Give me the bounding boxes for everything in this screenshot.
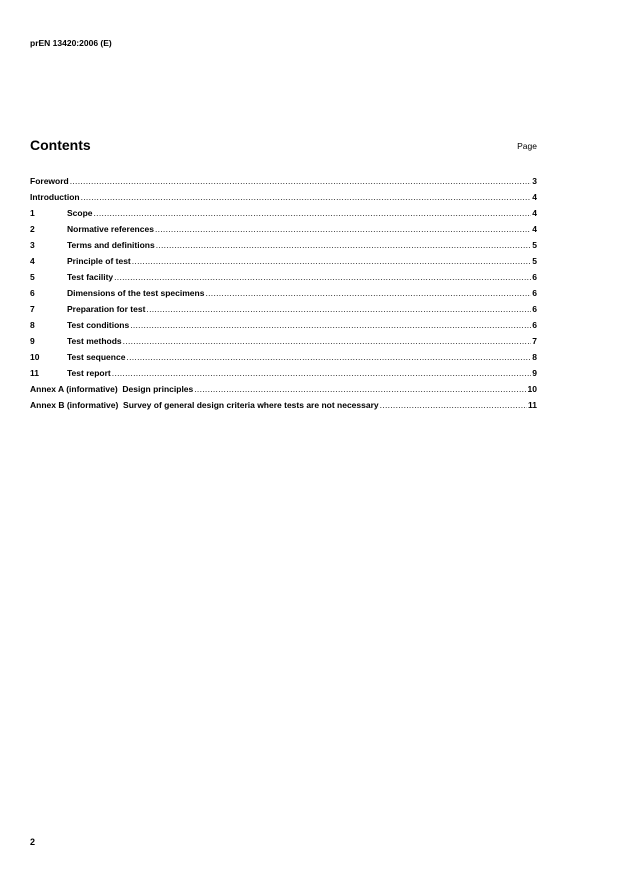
toc-entry-number: 8 xyxy=(30,320,35,330)
toc-entry-preparation-for-test[interactable] xyxy=(30,304,537,320)
toc-entry-annex-a[interactable] xyxy=(30,384,537,400)
toc-entry-title: Annex B (informative) Survey of general design criteria where tests are not necessary xyxy=(30,400,379,410)
page-number: 2 xyxy=(30,837,36,847)
toc-leader-dots xyxy=(156,240,532,250)
toc-entry-scope[interactable] xyxy=(30,208,537,224)
toc-entry-title: Test facility xyxy=(67,272,114,282)
toc-leader-dots xyxy=(114,272,531,282)
toc-entry-page: 10 xyxy=(527,384,537,394)
toc-leader-dots xyxy=(155,224,531,234)
toc-entry-number: 2 xyxy=(30,224,35,234)
table-of-contents xyxy=(30,176,537,416)
toc-entry-foreword[interactable] xyxy=(30,176,537,192)
toc-entry-number: 1 xyxy=(30,208,35,218)
toc-leader-dots xyxy=(112,368,531,378)
toc-entry-page: 4 xyxy=(532,224,537,234)
toc-entry-page: 6 xyxy=(532,304,537,314)
toc-entry-title: Normative references xyxy=(67,224,154,234)
toc-entry-title: Foreword xyxy=(30,176,69,186)
toc-leader-dots xyxy=(194,384,526,394)
toc-entry-title: Scope xyxy=(67,208,93,218)
toc-entry-number: 5 xyxy=(30,272,35,282)
toc-entry-page: 9 xyxy=(532,368,537,378)
toc-entry-test-methods[interactable] xyxy=(30,336,537,352)
toc-leader-dots xyxy=(81,192,532,202)
toc-leader-dots xyxy=(126,352,531,362)
toc-entry-page: 6 xyxy=(532,272,537,282)
toc-entry-test-conditions[interactable] xyxy=(30,320,537,336)
toc-leader-dots xyxy=(205,288,531,298)
toc-entry-page: 4 xyxy=(532,208,537,218)
toc-entry-number: 4 xyxy=(30,256,35,266)
toc-entry-title: Test report xyxy=(67,368,111,378)
toc-entry-test-facility[interactable] xyxy=(30,272,537,288)
toc-entry-principle-of-test[interactable] xyxy=(30,256,537,272)
contents-heading: Contents xyxy=(30,137,91,153)
toc-entry-title: Dimensions of the test specimens xyxy=(67,288,205,298)
toc-entry-title: Test conditions xyxy=(67,320,130,330)
toc-entry-page: 6 xyxy=(532,320,537,330)
toc-entry-number: 11 xyxy=(30,368,39,378)
toc-entry-number: 10 xyxy=(30,352,40,362)
toc-entry-page: 5 xyxy=(532,240,537,250)
toc-entry-terms-and-definitions[interactable] xyxy=(30,240,537,256)
toc-entry-title: Test methods xyxy=(67,336,122,346)
toc-entry-page: 6 xyxy=(532,288,537,298)
toc-entry-title: Principle of test xyxy=(67,256,131,266)
toc-leader-dots xyxy=(380,400,527,410)
toc-leader-dots xyxy=(146,304,531,314)
toc-entry-page: 8 xyxy=(532,352,537,362)
toc-entry-normative-references[interactable] xyxy=(30,224,537,240)
toc-leader-dots xyxy=(70,176,532,186)
toc-entry-page: 4 xyxy=(532,192,537,202)
toc-entry-page: 11 xyxy=(528,400,537,410)
document-id: prEN 13420:2006 (E) xyxy=(30,38,112,48)
toc-entry-number: 9 xyxy=(30,336,35,346)
toc-entry-number: 7 xyxy=(30,304,35,314)
toc-entry-title: Preparation for test xyxy=(67,304,146,314)
toc-entry-page: 5 xyxy=(532,256,537,266)
toc-entry-title: Terms and definitions xyxy=(67,240,155,250)
toc-entry-test-sequence[interactable] xyxy=(30,352,537,368)
toc-entry-title: Introduction xyxy=(30,192,80,202)
toc-leader-dots xyxy=(94,208,532,218)
toc-entry-test-report[interactable] xyxy=(30,368,537,384)
toc-entry-number: 6 xyxy=(30,288,35,298)
toc-entry-title: Annex A (informative) Design principles xyxy=(30,384,194,394)
toc-entry-number: 3 xyxy=(30,240,35,250)
toc-entry-annex-b[interactable] xyxy=(30,400,537,416)
toc-entry-page: 3 xyxy=(532,176,537,186)
toc-entry-page: 7 xyxy=(532,336,537,346)
toc-entry-dimensions-of-test-specimens[interactable] xyxy=(30,288,537,304)
toc-leader-dots xyxy=(123,336,532,346)
page-column-label: Page xyxy=(517,141,537,151)
toc-leader-dots xyxy=(132,256,532,266)
toc-entry-introduction[interactable] xyxy=(30,192,537,208)
toc-leader-dots xyxy=(130,320,531,330)
toc-entry-title: Test sequence xyxy=(67,352,126,362)
